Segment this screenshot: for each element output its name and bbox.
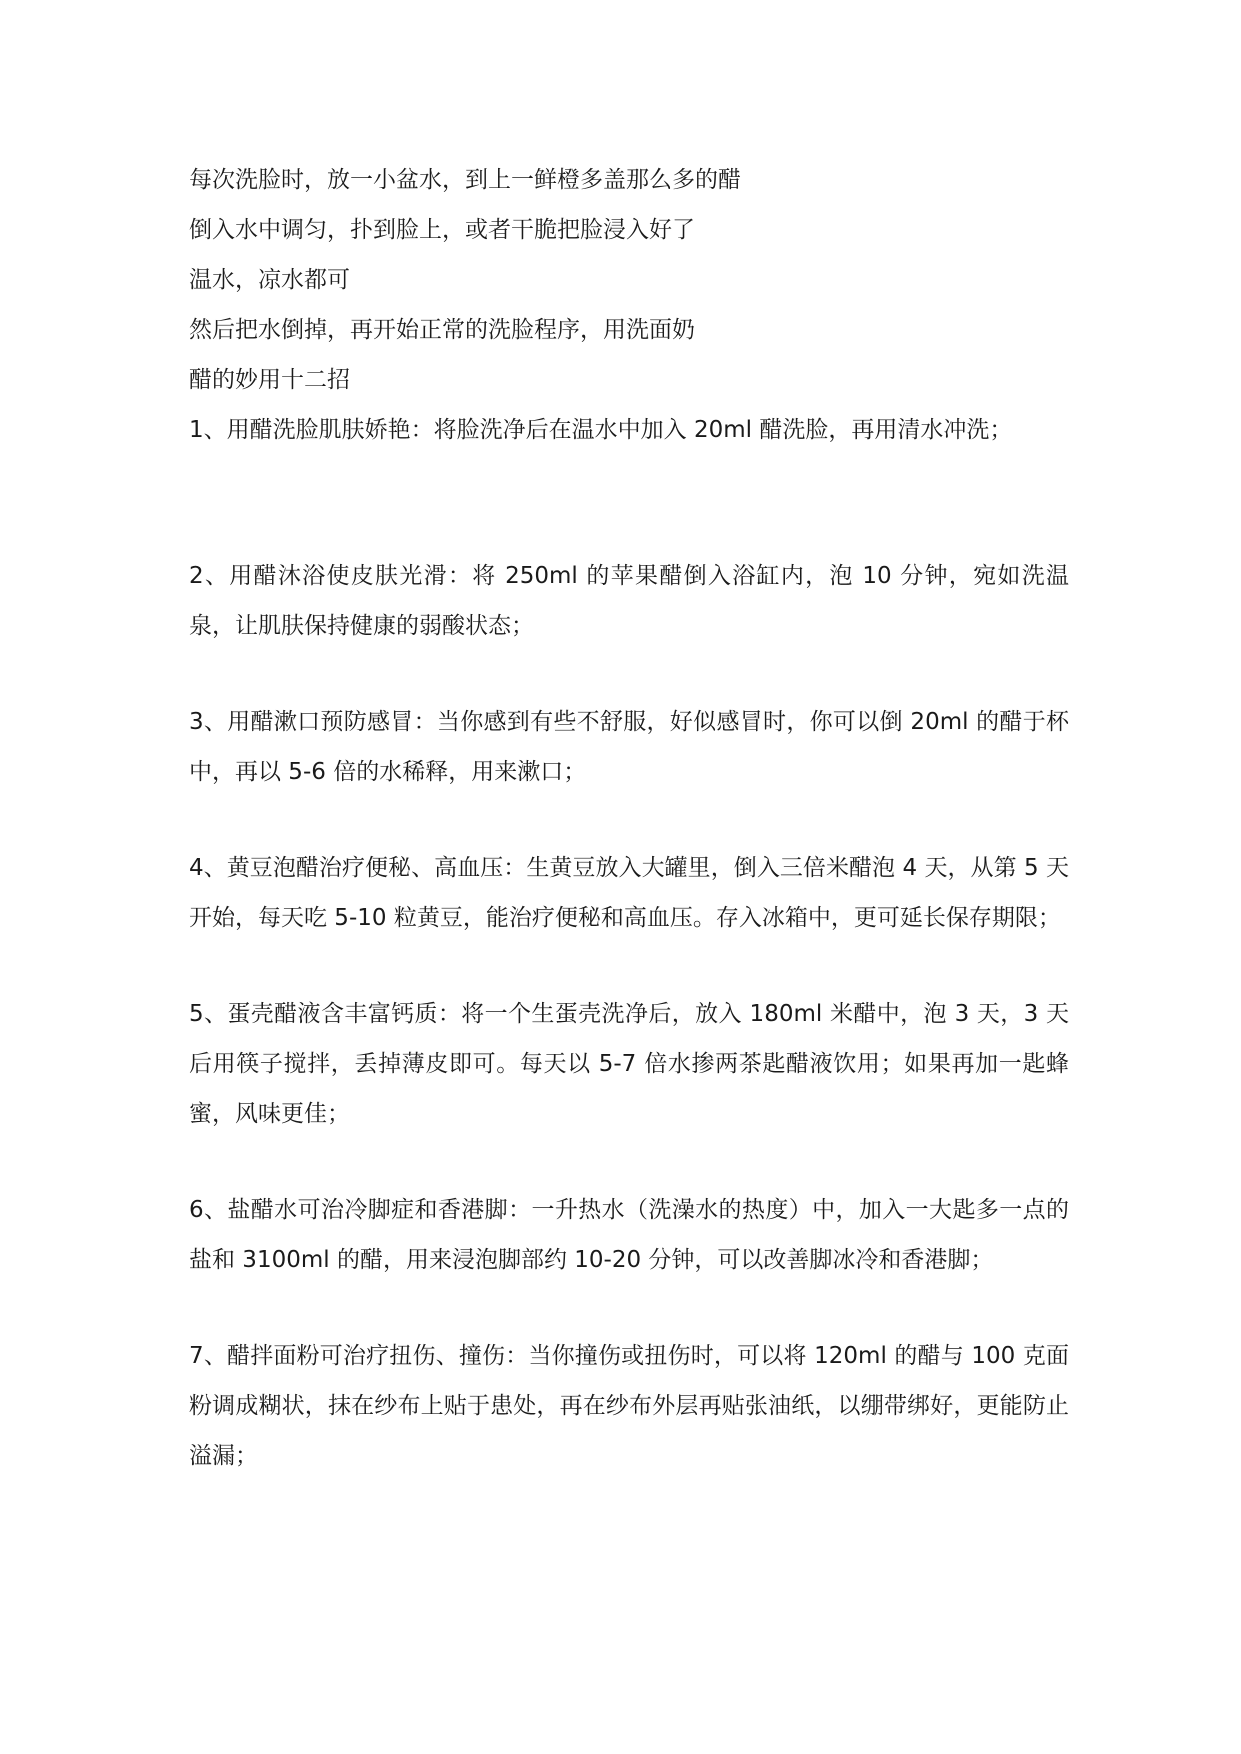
spacer bbox=[189, 1285, 1069, 1331]
intro-line: 每次洗脸时，放一小盆水，到上一鲜橙多盖那么多的醋 bbox=[189, 167, 741, 193]
intro-line: 温水，凉水都可 bbox=[189, 267, 350, 293]
tip-paragraph: 3、用醋漱口预防感冒：当你感到有些不舒服，好似感冒时，你可以倒 20ml 的醋于杯中，再以 5-6 倍的水稀释，用来漱口； bbox=[189, 709, 1069, 785]
intro-line: 倒入水中调匀，扑到脸上，或者干脆把脸浸入好了 bbox=[189, 217, 695, 243]
spacer bbox=[189, 797, 1069, 843]
spacer bbox=[189, 943, 1069, 989]
document-page bbox=[189, 155, 1069, 1481]
intro-line: 然后把水倒掉，再开始正常的洗脸程序，用洗面奶 bbox=[189, 317, 695, 343]
tip-paragraph: 1、用醋洗脸肌肤娇艳：将脸洗净后在温水中加入 20ml 醋洗脸，再用清水冲洗； bbox=[189, 417, 1013, 443]
spacer bbox=[189, 1139, 1069, 1185]
tip-paragraph: 5、蛋壳醋液含丰富钙质：将一个生蛋壳洗净后，放入 180ml 米醋中，泡 3 天，3 天后用筷子搅拌，丢掉薄皮即可。每天以 5-7 倍水掺两茶匙醋液饮用；如果再加一匙蜂蜜，风味更佳； bbox=[189, 1001, 1069, 1127]
tip-paragraph: 6、盐醋水可治冷脚症和香港脚：一升热水（洗澡水的热度）中，加入一大匙多一点的盐和 3100ml 的醋，用来浸泡脚部约 10-20 分钟，可以改善脚冰冷和香港脚； bbox=[189, 1197, 1069, 1273]
tip-paragraph: 2、用醋沐浴使皮肤光滑：将 250ml 的苹果醋倒入浴缸内，泡 10 分钟，宛如洗温泉，让肌肤保持健康的弱酸状态； bbox=[189, 563, 1069, 639]
spacer bbox=[189, 455, 1069, 551]
spacer bbox=[189, 651, 1069, 697]
tip-paragraph: 4、黄豆泡醋治疗便秘、高血压：生黄豆放入大罐里，倒入三倍米醋泡 4 天，从第 5 天开始，每天吃 5-10 粒黄豆，能治疗便秘和高血压。存入冰箱中，更可延长保存期限； bbox=[189, 855, 1069, 931]
tip-paragraph: 7、醋拌面粉可治疗扭伤、撞伤：当你撞伤或扭伤时，可以将 120ml 的醋与 100 克面粉调成糊状，抹在纱布上贴于患处，再在纱布外层再贴张油纸，以绷带绑好，更能防止溢漏； bbox=[189, 1343, 1069, 1469]
section-heading: 醋的妙用十二招 bbox=[189, 367, 350, 393]
